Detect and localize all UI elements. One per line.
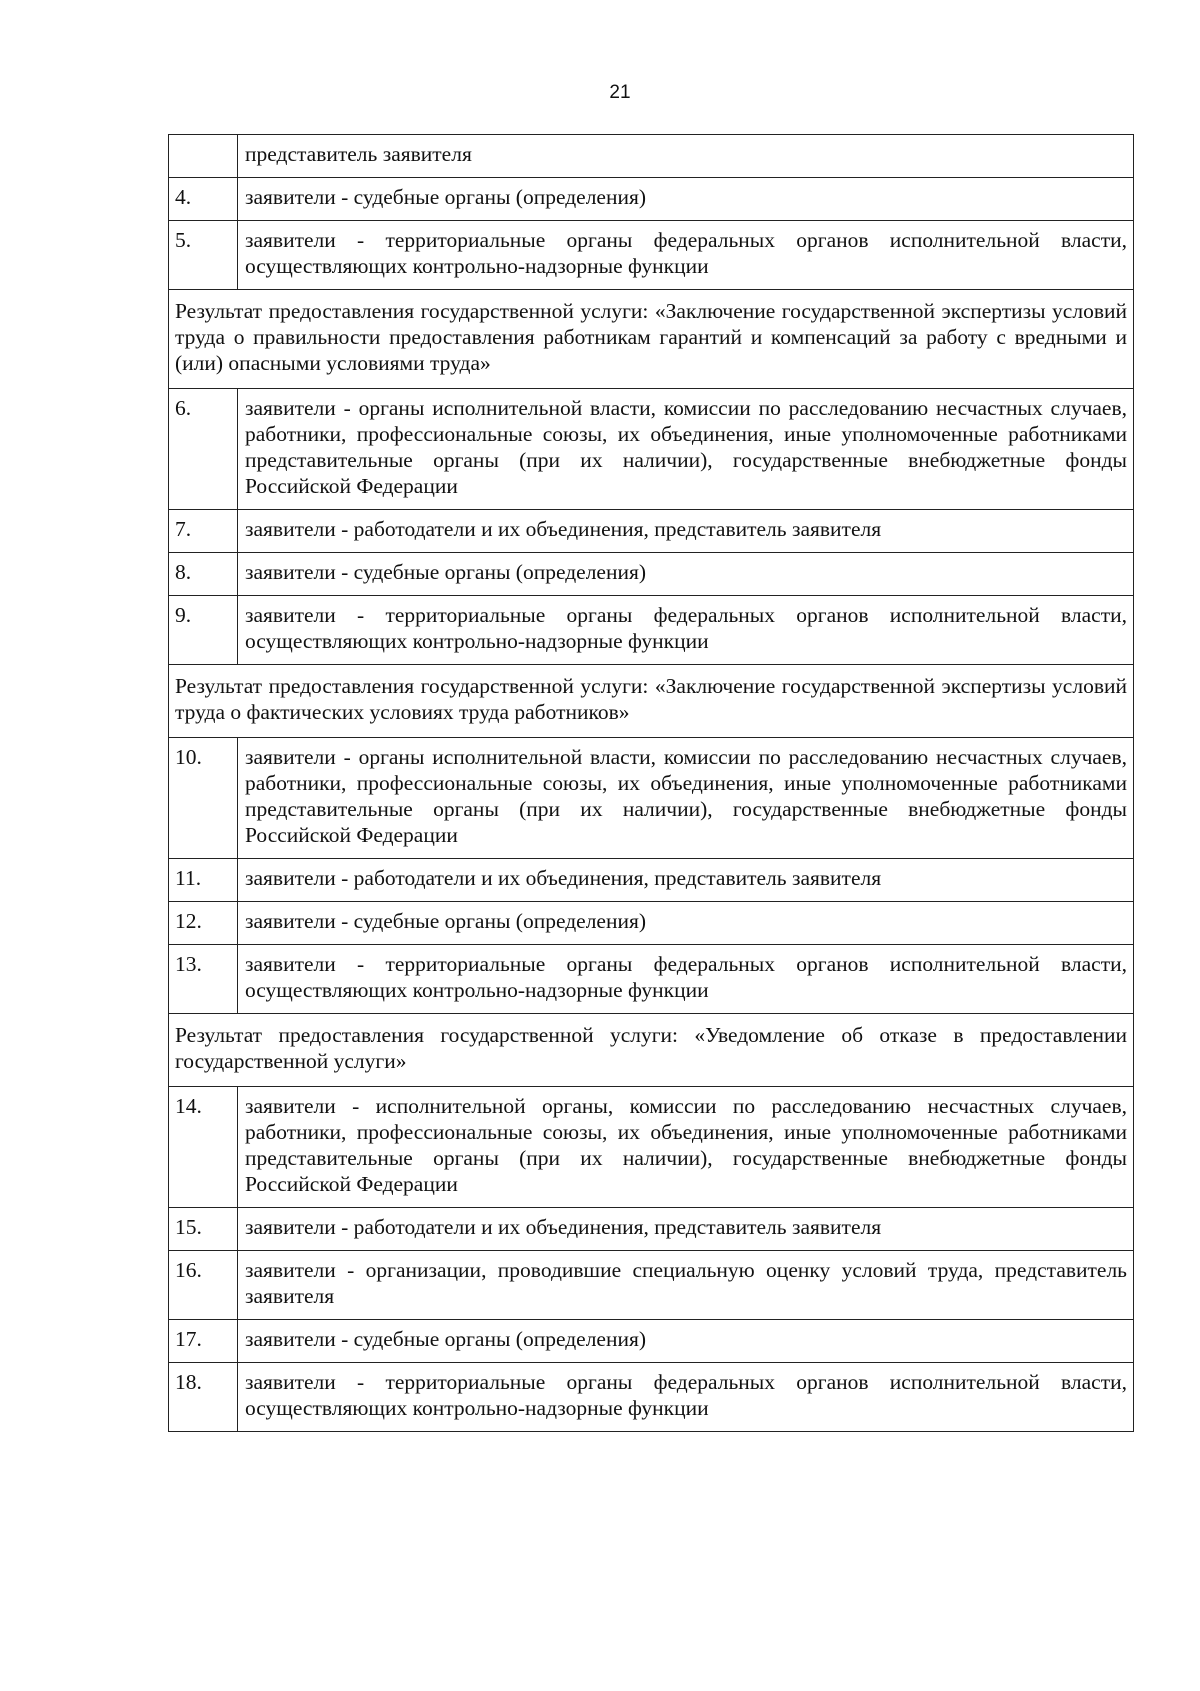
page-number: 21	[609, 82, 631, 103]
row-number: 5.	[169, 221, 238, 290]
row-number: 12.	[169, 902, 238, 945]
table-row	[169, 1251, 1134, 1320]
row-number: 8.	[169, 553, 238, 596]
row-number: 4.	[169, 178, 238, 221]
row-text: заявители - организации, проводившие специальную оценку условий труда, представитель заявителя	[238, 1251, 1134, 1320]
table-row	[169, 738, 1134, 859]
table-row	[169, 178, 1134, 221]
table-row	[169, 596, 1134, 665]
applicants-table	[168, 134, 1134, 1432]
row-text: заявители - работодатели и их объединения, представитель заявителя	[238, 859, 1134, 902]
row-text: представитель заявителя	[238, 135, 1134, 178]
table-row	[169, 859, 1134, 902]
row-number: 17.	[169, 1320, 238, 1363]
row-text: заявители - работодатели и их объединения, представитель заявителя	[238, 1208, 1134, 1251]
table-row	[169, 221, 1134, 290]
row-number: 15.	[169, 1208, 238, 1251]
row-text: заявители - территориальные органы федеральных органов исполнительной власти, осуществляющих контрольно-надзорные функции	[238, 221, 1134, 290]
row-number: 11.	[169, 859, 238, 902]
row-number: 9.	[169, 596, 238, 665]
row-number: 13.	[169, 945, 238, 1014]
row-text: заявители - исполнительной органы, комиссии по расследованию несчастных случаев, работники, профессиональные союзы, их объединения, иные уполномоченные работниками представительные органы (при их наличии), государственные внебюджетные фонды Российской Федерации	[238, 1087, 1134, 1208]
result-heading: Результат предоставления государственной услуги: «Заключение государственной экспертизы условий труда о правильности предоставления работникам гарантий и компенсаций за работу с вредными и (или) опасными условиями труда»	[169, 290, 1134, 389]
table-row	[169, 1320, 1134, 1363]
table-row	[169, 510, 1134, 553]
row-number: 10.	[169, 738, 238, 859]
table-row	[169, 1363, 1134, 1432]
row-text: заявители - территориальные органы федеральных органов исполнительной власти, осуществляющих контрольно-надзорные функции	[238, 596, 1134, 665]
row-number	[169, 135, 238, 178]
row-text: заявители - судебные органы (определения)	[238, 178, 1134, 221]
result-section-row	[169, 665, 1134, 738]
table-row	[169, 553, 1134, 596]
row-text: заявители - судебные органы (определения)	[238, 1320, 1134, 1363]
table-row	[169, 902, 1134, 945]
row-text: заявители - органы исполнительной власти, комиссии по расследованию несчастных случаев, работники, профессиональные союзы, их объединения, иные уполномоченные работниками представительные органы (при их наличии), государственные внебюджетные фонды Российской Федерации	[238, 389, 1134, 510]
row-text: заявители - работодатели и их объединения, представитель заявителя	[238, 510, 1134, 553]
table-row	[169, 135, 1134, 178]
row-number: 16.	[169, 1251, 238, 1320]
row-number: 14.	[169, 1087, 238, 1208]
row-text: заявители - территориальные органы федеральных органов исполнительной власти, осуществляющих контрольно-надзорные функции	[238, 1363, 1134, 1432]
result-section-row	[169, 1014, 1134, 1087]
row-number: 7.	[169, 510, 238, 553]
table-row	[169, 1208, 1134, 1251]
result-section-row	[169, 290, 1134, 389]
table-row	[169, 389, 1134, 510]
row-text: заявители - органы исполнительной власти, комиссии по расследованию несчастных случаев, работники, профессиональные союзы, их объединения, иные уполномоченные работниками представительные органы (при их наличии), государственные внебюджетные фонды Российской Федерации	[238, 738, 1134, 859]
row-number: 18.	[169, 1363, 238, 1432]
row-text: заявители - судебные органы (определения)	[238, 553, 1134, 596]
row-text: заявители - территориальные органы федеральных органов исполнительной власти, осуществляющих контрольно-надзорные функции	[238, 945, 1134, 1014]
result-heading: Результат предоставления государственной услуги: «Уведомление об отказе в предоставлении государственной услуги»	[169, 1014, 1134, 1087]
table-row	[169, 945, 1134, 1014]
result-heading: Результат предоставления государственной услуги: «Заключение государственной экспертизы условий труда о фактических условиях труда работников»	[169, 665, 1134, 738]
table-row	[169, 1087, 1134, 1208]
row-text: заявители - судебные органы (определения)	[238, 902, 1134, 945]
row-number: 6.	[169, 389, 238, 510]
